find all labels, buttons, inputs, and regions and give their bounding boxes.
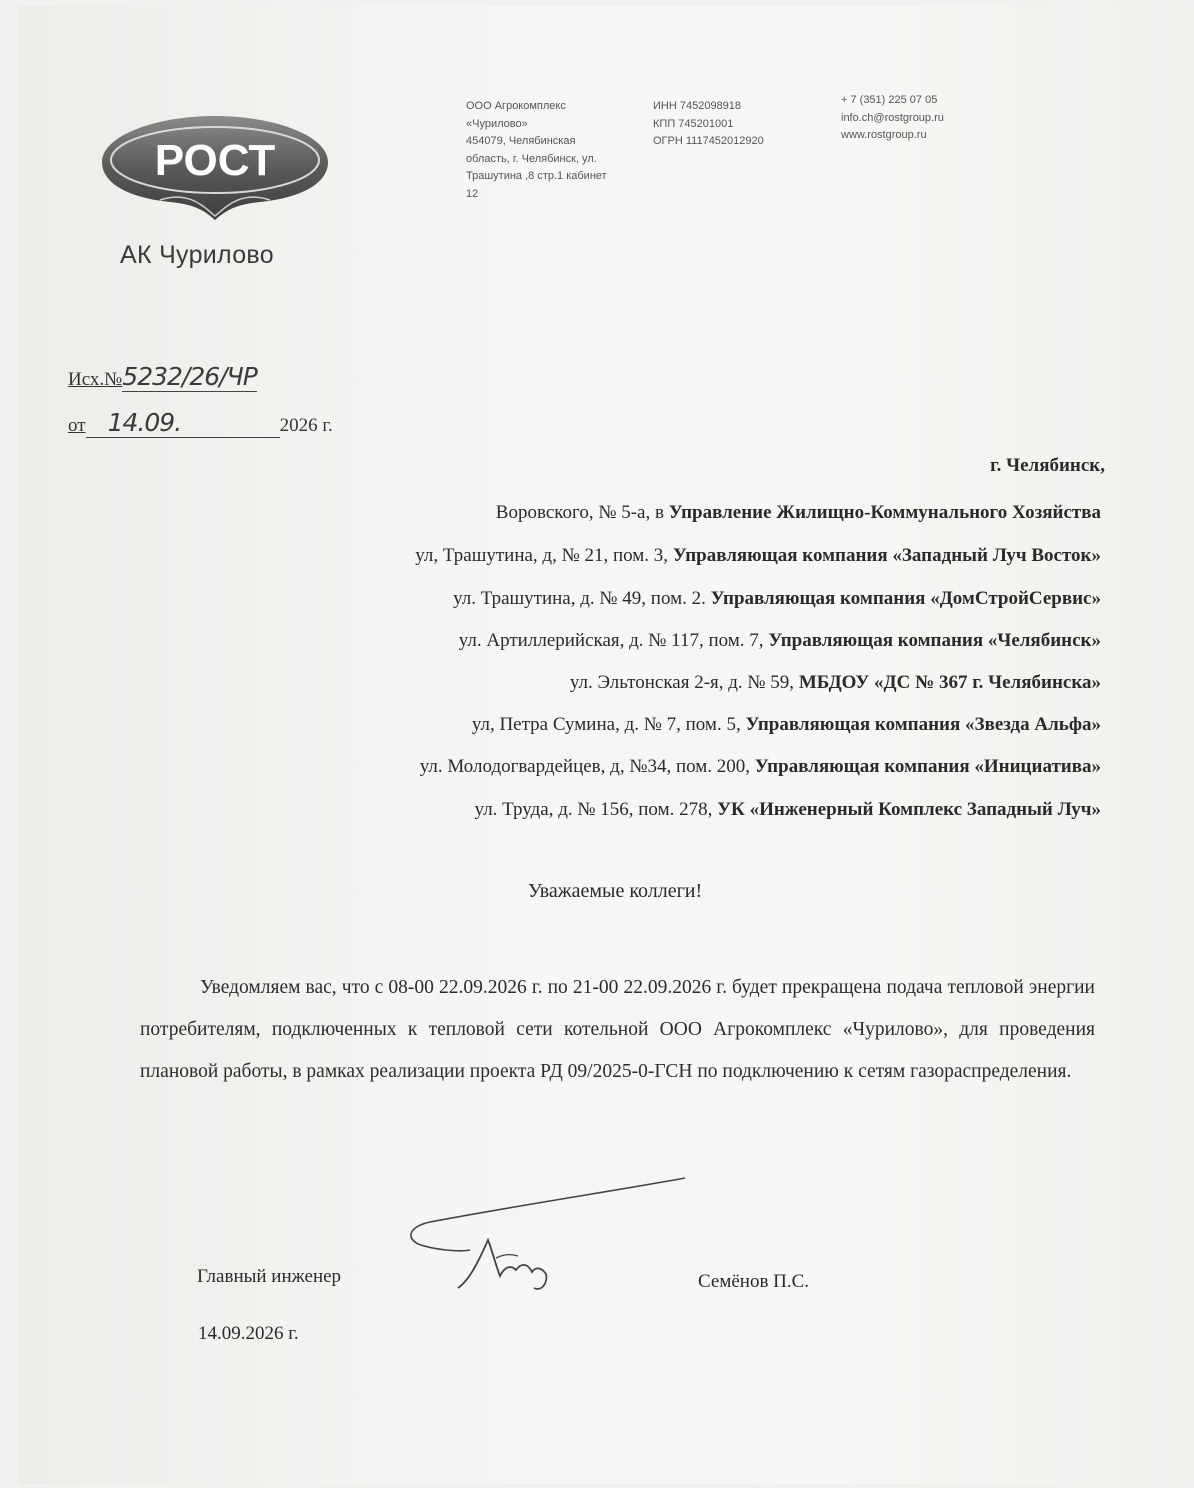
handwritten-signature [400,1170,690,1300]
recipient-line: ул. Трашутина, д. № 49, пом. 2. Управляющая компания «ДомСтройСервис» [453,588,1101,609]
contact-block: + 7 (351) 225 07 05 info.ch@rostgroup.ru www.rostgroup.ru [841,94,944,141]
signatory-position: Главный инженер [197,1266,342,1287]
company-address-block: ООО Агрокомплекс «Чурилово» 454079, Челябинская область, г. Челябинск, ул. Трашутина ,8 стр.1 кабинет 12 [466,100,607,200]
recipient-line: ул. Труда, д. № 156, пом. 278, УК «Инженерный Комплекс Западный Луч» [474,799,1101,820]
recipient-org: Управляющая компания «Звезда Альфа» [745,714,1101,735]
letter-body-text: Уведомляем вас, что с 08-00 22.09.2026 г. по 21-00 22.09.2026 г. будет прекращена подача тепловой энергии потребителям, подключенных к тепловой сети котельной ООО Агрокомплекс «Чурилово», для проведения плановой работы, в рамках реализации проекта РД 09/2025-0-ГСН по подключению к сетям газораспределения. [140,977,1095,1082]
recipient-org: Управляющая компания «Западный Луч Восток» [672,545,1101,566]
recipient-org: Управление Жилищно-Коммунального Хозяйства [668,502,1101,523]
date-label: от [68,415,86,436]
outgoing-label: Исх.№ [68,369,123,390]
recipient-org: Управляющая компания «ДомСтройСервис» [710,588,1101,609]
outgoing-number: 5232/26/ЧР [122,362,257,391]
recipient-org: УК «Инженерный Комплекс Западный Луч» [717,799,1101,820]
signatory-name: Семёнов П.С. [698,1271,810,1292]
recipient-org: МБДОУ «ДС № 367 г. Челябинска» [798,672,1101,693]
date-handwritten: 14.09. [107,408,182,437]
registry-block: ИНН 7452098918 КПП 745201001 ОГРН 1117452012920 [653,100,764,147]
recipient-line: ул, Петра Сумина, д. № 7, пом. 5, Управляющая компания «Звезда Альфа» [471,714,1101,735]
recipient-line: ул. Эльтонская 2-я, д. № 59, МБДОУ «ДС № 367 г. Челябинска» [569,672,1101,693]
recipient-line: ул. Артиллерийская, д. № 117, пом. 7, Управляющая компания «Челябинск» [458,630,1101,651]
logo-text: РОСТ [154,136,276,185]
letter-body [140,967,1095,1093]
logo-subtitle: АК Чурилово [120,241,274,269]
recipient-line: ул, Трашутина, д, № 21, пом. 3, Управляющая компания «Западный Луч Восток» [415,545,1101,566]
date-year: 2026 г. [279,415,333,436]
recipient-city: г. Челябинск, [990,455,1105,476]
recipient-org: Управляющая компания «Инициатива» [754,756,1101,777]
greeting: Уважаемые коллеги! [527,880,703,902]
recipient-line: ул. Молодогвардейцев, д, №34, пом. 200, Управляющая компания «Инициатива» [419,756,1101,777]
recipient-line: Воровского, № 5-а, в Управление Жилищно-Коммунального Хозяйства [495,502,1101,523]
signature-date: 14.09.2026 г. [198,1323,299,1344]
rost-logo [100,112,330,222]
recipient-org: Управляющая компания «Челябинск» [768,630,1101,651]
